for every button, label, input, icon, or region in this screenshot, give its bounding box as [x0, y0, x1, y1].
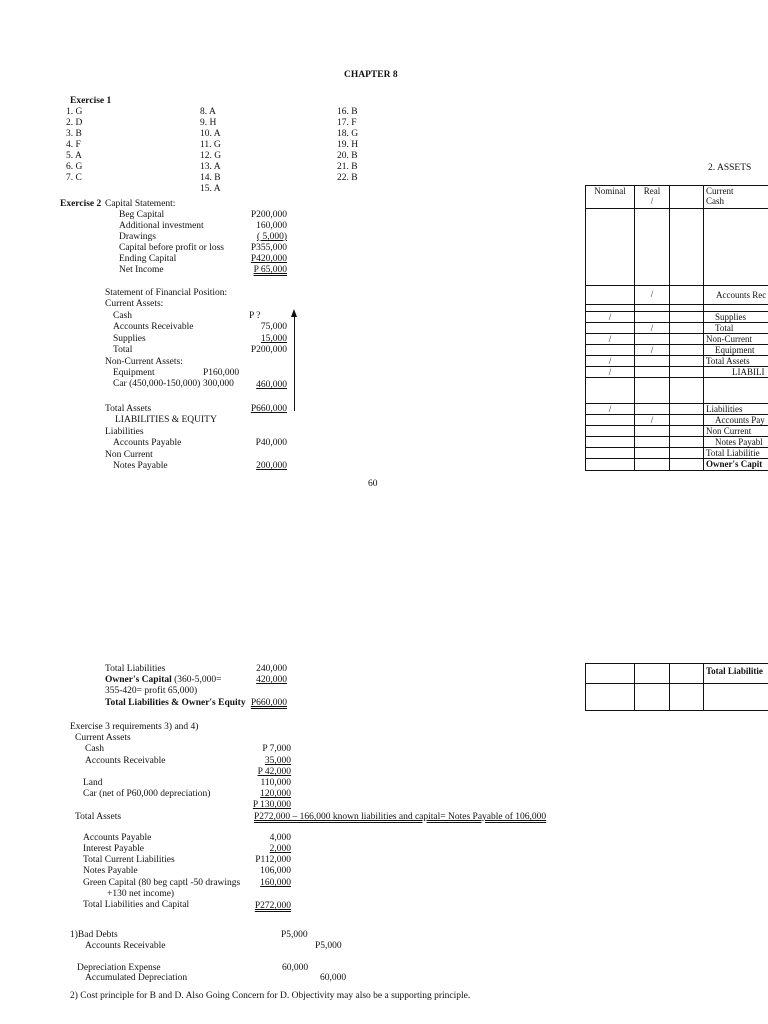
ex3-car-label: Car (net of P60,000 depreciation) — [83, 789, 211, 799]
table-row — [585, 683, 635, 711]
ex3-total-assets-note: P272,000 – 166,000 known liabilities and capital= Notes Payable of 106,000 — [254, 812, 547, 822]
sfp-ap-value: P40,000 — [255, 438, 287, 448]
sfp-supplies-label: Supplies — [113, 334, 146, 344]
cs-value: P 65,000 — [253, 265, 287, 275]
label-accounts-pay: Accounts Pay — [703, 414, 768, 426]
answer-item: 17. F — [337, 118, 357, 128]
sfp-ap-label: Accounts Payable — [113, 438, 182, 448]
table-row — [669, 663, 704, 684]
col-header-current — [703, 185, 768, 209]
ex3-interest-label: Interest Payable — [83, 844, 144, 854]
answer-item: 13. A — [200, 162, 221, 172]
check-mark: / — [585, 311, 635, 323]
table-row — [703, 683, 768, 711]
journal-accdep-label: Accumulated Depreciation — [85, 973, 188, 983]
owners-capital-note: (360-5,000= — [171, 675, 222, 685]
cs-label: Ending Capital — [119, 254, 177, 264]
answer-item: 11. G — [200, 140, 221, 150]
ex3-current-assets-label: Current Assets — [75, 733, 131, 743]
sfp-ar-label: Accounts Receivable — [113, 322, 194, 332]
label-equipment: Equipment — [703, 344, 768, 356]
table-row — [669, 285, 704, 305]
table-row — [634, 208, 670, 286]
ex3-ar-label: Accounts Receivable — [85, 756, 166, 766]
ex3-tcl-value: P112,000 — [255, 855, 291, 865]
check-mark: / — [634, 322, 670, 334]
ex3-ap-label: Accounts Payable — [83, 833, 152, 843]
cs-label: Drawings — [119, 232, 156, 242]
ex3-car-value: 120,000 — [260, 789, 291, 799]
check-mark: / — [585, 403, 635, 415]
journal-bad-debts-label: 1)Bad Debts — [70, 930, 118, 940]
journal-ar-label: Accounts Receivable — [85, 941, 166, 951]
check-mark: / — [634, 285, 670, 305]
answer-item: 15. A — [200, 184, 221, 194]
label-total-assets: Total Assets — [703, 355, 768, 367]
sfp-supplies-value: 15,000 — [260, 334, 287, 344]
sfp-heading: Statement of Financial Position: — [105, 288, 228, 298]
sfp-car-value: 300,000 — [203, 379, 234, 389]
sfp-total-liab-label: Total Liabilities — [105, 664, 166, 674]
journal-ar-value: P5,000 — [315, 941, 342, 951]
ex3-noncurrent-subtotal: P 130,000 — [252, 800, 291, 810]
answer-item: 1. G — [66, 107, 83, 117]
sfp-np-label: Notes Payable — [113, 461, 168, 471]
table-row — [585, 285, 635, 305]
table-row — [634, 663, 670, 684]
answer-item: 3. B — [66, 129, 82, 139]
table-row — [669, 683, 704, 711]
sfp-noncurrent-liab-label: Non Current — [105, 450, 153, 460]
check-mark: / — [634, 414, 670, 426]
sfp-total-le-label: Total Liabilities & Owner's Equity — [105, 698, 246, 708]
ex3-np-label: Notes Payable — [83, 866, 138, 876]
sfp-liabilities-label: Liabilities — [105, 427, 144, 437]
ex3-green-label: Green Capital (80 beg captl -50 drawings — [83, 878, 241, 888]
ex3-np-value: 106,000 — [260, 866, 291, 876]
label-cash: Cash — [706, 196, 724, 206]
cs-value: P355,000 — [250, 243, 287, 253]
sfp-le-heading: LIABILITIES & EQUITY — [115, 415, 217, 425]
sfp-ar-value: 75,000 — [260, 322, 287, 332]
ex3-interest-value: 2,000 — [269, 844, 291, 854]
ex3-tcl-label: Total Current Liabilities — [83, 855, 175, 865]
answer-item: 8. A — [200, 107, 216, 117]
cs-value: P420,000 — [250, 254, 287, 264]
col-header-current-label: Current — [706, 186, 734, 196]
ex3-land-label: Land — [83, 778, 103, 788]
sfp-cash-label: Cash — [113, 311, 132, 321]
answer-item: 10. A — [200, 129, 221, 139]
arrow-up-icon — [291, 309, 297, 317]
answer-item: 16. B — [337, 107, 358, 117]
sfp-total-value: P200,000 — [250, 345, 287, 355]
cs-label: Beg Capital — [119, 210, 165, 220]
check-mark: / — [585, 355, 635, 367]
label-notes-payable: Notes Payabl — [703, 436, 768, 448]
ex3-tlc-label: Total Liabilities and Capital — [83, 900, 190, 910]
table-row — [634, 683, 670, 711]
principles-note: 2) Cost principle for B and D. Also Going Concern for D. Objectivity may also be a supporting principle. — [70, 991, 471, 1001]
table-row — [669, 208, 704, 286]
cs-label: Additional investment — [119, 221, 204, 231]
answer-item: 14. B — [200, 173, 221, 183]
check-mark: / — [585, 333, 635, 345]
table-row — [585, 208, 635, 286]
cs-label: Net Income — [119, 265, 164, 275]
journal-dep-value: 60,000 — [282, 963, 309, 973]
ex3-ap-value: 4,000 — [269, 833, 291, 843]
cs-value: P200,000 — [250, 210, 287, 220]
right-table-heading: 2. ASSETS — [708, 163, 752, 173]
table-row — [585, 458, 635, 471]
sfp-equipment-value: P160,000 — [203, 368, 240, 378]
table-row — [585, 377, 635, 404]
answer-item: 2. D — [66, 118, 83, 128]
sfp-total-assets-value: P660,000 — [250, 404, 287, 414]
table-row — [634, 377, 670, 404]
sfp-total-label: Total — [113, 345, 133, 355]
answer-item: 20. B — [337, 151, 358, 161]
label-total-liabilities: Total Liabilitie — [703, 447, 768, 459]
sfp-cash-value: P ? — [249, 311, 261, 321]
table-row — [703, 377, 768, 404]
sfp-car-label: Car (450,000-150,000) — [113, 379, 201, 389]
sfp-owners-capital-value: 420,000 — [256, 675, 287, 685]
cs-value: 160,000 — [256, 221, 287, 231]
sfp-total-le-value: P660,000 — [250, 698, 287, 708]
answer-item: 7. C — [66, 173, 82, 183]
answer-item: 21. B — [337, 162, 358, 172]
col-header-nominal: Nominal — [585, 185, 635, 209]
label-non-current-liab: Non Current — [703, 425, 768, 437]
ex3-cash-label: Cash — [85, 744, 104, 754]
ex3-green-label-2: +130 net income) — [107, 889, 175, 899]
col-header-blank — [669, 185, 704, 209]
sfp-owners-capital — [105, 675, 221, 687]
label-owners-capital: Owner's Capit — [703, 458, 768, 471]
answer-item: 6. G — [66, 162, 83, 172]
capital-statement-heading: Capital Statement: — [105, 199, 176, 209]
label-non-current: Non-Current — [703, 333, 768, 345]
answer-item: 9. H — [200, 118, 217, 128]
label-accounts-rec: Accounts Rec — [703, 285, 768, 305]
ex3-green-value: 160,000 — [260, 878, 291, 888]
answer-item: 22. B — [337, 173, 358, 183]
sfp-current-assets-label: Current Assets: — [105, 299, 164, 309]
label-supplies: Supplies — [703, 311, 768, 323]
owners-capital-label: Owner's Capital — [105, 675, 172, 685]
ex3-total-assets-label: Total Assets — [75, 812, 122, 822]
journal-bad-debts-value: P5,000 — [281, 930, 308, 940]
check-mark: / — [585, 366, 635, 378]
answer-item: 12. G — [200, 151, 222, 161]
check-mark: / — [650, 196, 654, 206]
sfp-total-liab-value: 240,000 — [256, 664, 287, 674]
ex3-land-value: 110,000 — [260, 778, 291, 788]
answer-item: 19. H — [337, 140, 359, 150]
sfp-noncurrent-label: Non-Current Assets: — [105, 357, 183, 367]
cs-label: Capital before profit or loss — [119, 243, 225, 253]
ex3-subtotal-value: P 42,000 — [257, 767, 291, 777]
page-number: 60 — [368, 479, 378, 489]
table-row — [634, 458, 670, 471]
sfp-np-value: 200,000 — [256, 461, 287, 471]
journal-dep-label: Depreciation Expense — [77, 963, 161, 973]
answer-item: 5. A — [66, 151, 82, 161]
check-mark: / — [634, 344, 670, 356]
col-header-real — [634, 185, 670, 209]
journal-accdep-value: 60,000 — [320, 973, 347, 983]
arrow-shaft — [294, 316, 295, 411]
table-row — [703, 208, 768, 286]
table-row — [585, 663, 635, 684]
table-row — [669, 377, 704, 404]
label-total: Total — [703, 322, 768, 334]
answer-item: 4. F — [66, 140, 81, 150]
cs-value: ( 5,000) — [256, 232, 287, 242]
sfp-total-assets-label: Total Assets — [105, 404, 152, 414]
answer-item: 18. G — [337, 129, 359, 139]
label-total-liabilities-bottom: Total Liabilitie — [703, 663, 768, 684]
col-header-real-label: Real — [643, 186, 661, 196]
chapter-title: CHAPTER 8 — [344, 70, 398, 80]
ex3-tlc-value: P272,000 — [254, 901, 291, 911]
ex3-ar-value: 35,000 — [264, 756, 291, 766]
table-row — [669, 458, 704, 471]
exercise1-title: Exercise 1 — [70, 96, 112, 106]
ex3-cash-value: P 7,000 — [262, 744, 291, 754]
exercise2-title: Exercise 2 — [60, 199, 102, 209]
sfp-noncurrent-total: 460,000 — [256, 380, 287, 390]
label-liabilities: Liabilities — [703, 403, 768, 415]
exercise3-heading: Exercise 3 requirements 3) and 4) — [70, 722, 199, 732]
label-liabili: LIABILI — [703, 366, 768, 378]
sfp-equipment-label: Equipment — [113, 368, 155, 378]
owners-capital-note-2: 355-420= profit 65,000) — [105, 686, 198, 696]
